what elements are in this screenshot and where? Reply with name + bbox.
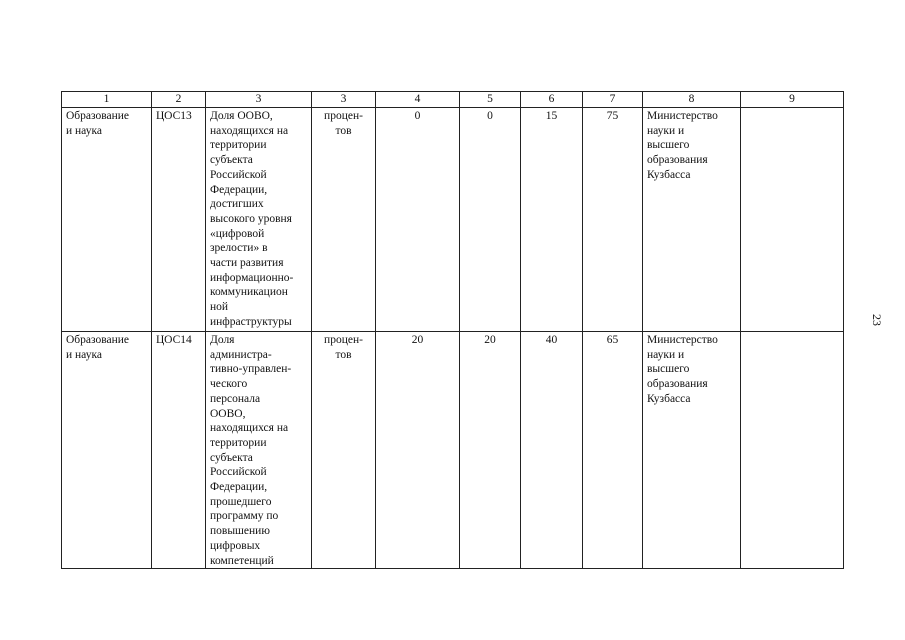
col9-cell — [741, 332, 844, 569]
value-cell-6: 15 — [521, 108, 583, 332]
value-cell-7: 65 — [583, 332, 643, 569]
header-cell: 1 — [62, 92, 152, 108]
unit-cell: процен- тов — [312, 108, 376, 332]
header-cell: 6 — [521, 92, 583, 108]
responsible-cell: Министерство науки и высшего образования Кузбасса — [643, 332, 741, 569]
value-cell-4: 20 — [376, 332, 460, 569]
responsible-cell: Министерство науки и высшего образования Кузбасса — [643, 108, 741, 332]
header-cell: 3 — [312, 92, 376, 108]
header-cell: 2 — [152, 92, 206, 108]
table-row — [62, 108, 844, 332]
code-cell: ЦОС14 — [152, 332, 206, 569]
table-row — [62, 332, 844, 569]
col9-cell — [741, 108, 844, 332]
page-number: 23 — [870, 314, 884, 326]
header-cell: 5 — [460, 92, 521, 108]
code-cell: ЦОС13 — [152, 108, 206, 332]
value-cell-5: 20 — [460, 332, 521, 569]
indicator-cell: Доля администра- тивно-управлен- ческого персонала ООВО, находящихся на территории субъекта Российской Федерации, прошедшего программу по повышению цифровых компетенций — [206, 332, 312, 569]
sector-cell: Образование и наука — [62, 332, 152, 569]
header-cell: 4 — [376, 92, 460, 108]
value-cell-4: 0 — [376, 108, 460, 332]
header-cell: 9 — [741, 92, 844, 108]
value-cell-6: 40 — [521, 332, 583, 569]
value-cell-7: 75 — [583, 108, 643, 332]
header-cell: 8 — [643, 92, 741, 108]
unit-cell: процен- тов — [312, 332, 376, 569]
header-cell: 7 — [583, 92, 643, 108]
sector-cell: Образование и наука — [62, 108, 152, 332]
indicator-cell: Доля ООВО, находящихся на территории субъекта Российской Федерации, достигших высокого уровня «цифровой зрелости» в части развития информационно- коммуникацион ной инфраструктуры — [206, 108, 312, 332]
indicators-table — [61, 91, 844, 569]
value-cell-5: 0 — [460, 108, 521, 332]
table-header-row — [62, 92, 844, 108]
header-cell: 3 — [206, 92, 312, 108]
